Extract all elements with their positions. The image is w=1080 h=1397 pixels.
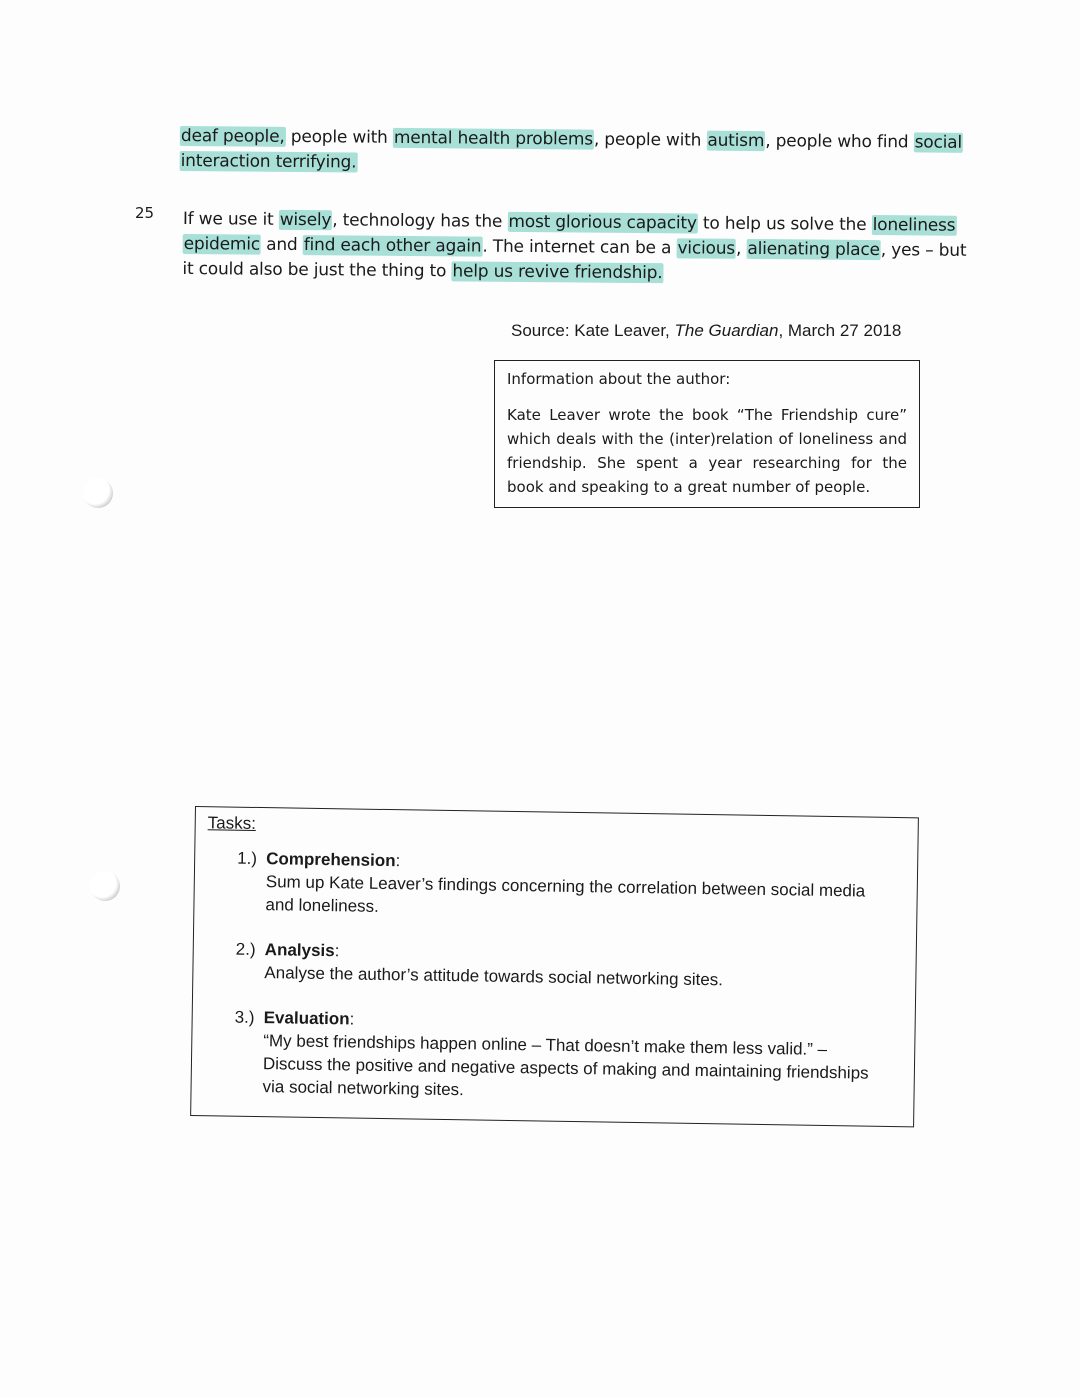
task-body-line: Sum up Kate Leaver’s findings concerning the correlation between social media [265,872,866,901]
text-segment: it could also be just the thing to [182,258,452,282]
task-body-line: via social networking sites. [262,1077,464,1100]
highlighted-phrase: wisely [279,209,332,231]
paragraph-top [180,124,963,181]
highlighted-phrase: alienating place [747,238,880,261]
task-heading-colon: : [349,1009,355,1029]
task-heading-colon: : [334,941,340,961]
task-heading: Comprehension [266,849,396,871]
highlighted-phrase: social [914,132,962,153]
paragraph-main [182,207,966,289]
source-prefix: Source: Kate Leaver, [511,321,675,340]
source-date: , March 27 2018 [778,321,902,340]
line-number: 25 [135,204,155,222]
task-heading-colon: : [395,851,401,871]
task-body-line: and loneliness. [265,895,380,916]
highlighted-phrase: epidemic [183,234,261,255]
tasks-title: Tasks: [207,813,257,833]
task-body-line: Analyse the author’s attitude towards social networking sites. [264,963,724,990]
text-segment: , people who find [765,131,914,153]
task-item [206,846,905,926]
tasks-box [190,806,919,1127]
binder-ring-top [83,478,113,508]
task-item [205,937,904,994]
task-heading: Analysis [264,940,335,961]
tasks-list [203,846,905,1108]
highlighted-phrase: interaction terrifying. [180,151,357,173]
author-info-title: Information about the author: [507,370,731,388]
highlighted-phrase: autism [707,130,765,152]
author-info-body: Kate Leaver wrote the book “The Friendship cure” which deals with the (inter)relation of loneliness and friendship. She spent a year researching for the book and speaking to a great number of people. [507,406,907,496]
source-publication: The Guardian [674,321,779,340]
source-citation [511,321,901,341]
highlighted-phrase: deaf people, [180,126,285,147]
task-body-line: “My best friendships happen online – That doesn’t make them less valid.” – [263,1031,828,1059]
task-item [203,1005,902,1108]
text-segment: , technology has the [332,210,508,232]
task-number: 3.) [234,1007,255,1027]
highlighted-phrase: most glorious capacity [508,211,697,234]
text-segment: and [260,234,303,256]
text-segment: , [735,238,747,259]
task-number: 2.) [235,939,256,959]
text-segment: people with [285,126,393,148]
task-number: 1.) [237,848,258,868]
task-heading: Evaluation [263,1008,350,1029]
text-segment: to help us solve the [697,213,872,236]
text-segment: If we use it [182,208,279,230]
highlighted-phrase: help us revive friendship. [452,261,663,284]
binder-ring-bottom [90,871,120,901]
author-info-box [494,360,920,508]
highlighted-phrase: mental health problems [393,127,593,150]
task-body-line: Discuss the positive and negative aspects of making and maintaining friendships [262,1054,869,1083]
text-segment: . The internet can be a [482,236,677,259]
highlighted-phrase: loneliness [872,215,956,236]
highlighted-phrase: vicious [677,238,736,259]
text-segment: , yes – but [880,240,967,261]
text-segment: , people with [593,129,707,151]
highlighted-phrase: find each other again [303,235,482,257]
